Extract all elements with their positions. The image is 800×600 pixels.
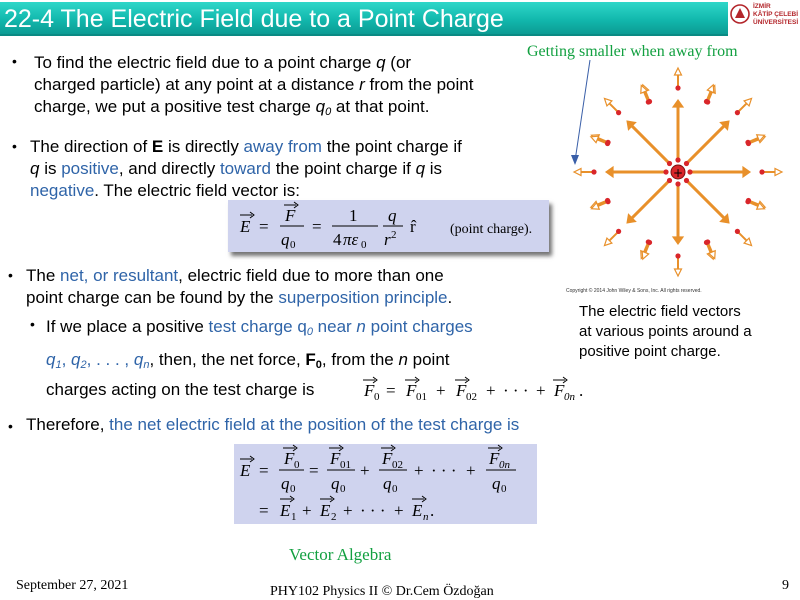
svg-text:F: F: [330, 449, 341, 468]
footer-date: September 27, 2021: [16, 578, 129, 593]
svg-text:0n: 0n: [564, 391, 575, 403]
bullet-dot: •: [12, 53, 17, 69]
svg-text:.: .: [579, 381, 584, 400]
svg-text:+: +: [486, 381, 496, 400]
svg-text:=: =: [259, 501, 269, 520]
bullet-2: The direction of E is directly away from the point charge if q is positive, and directly toward the point charge if q is negative. The electric field vector is:: [30, 137, 462, 200]
field-vector-outer-3: [604, 98, 621, 115]
field-vector-outer-0: [759, 169, 782, 176]
figure-copyright: Copyright © 2014 John Wiley & Sons, Inc. All rights reserved.: [566, 288, 702, 294]
svg-text:F: F: [489, 449, 500, 468]
svg-text:+: +: [394, 501, 404, 520]
svg-text:0: 0: [294, 459, 300, 471]
svg-text:r: r: [384, 230, 391, 249]
svg-text:0: 0: [392, 483, 398, 495]
svg-text:0: 0: [374, 391, 380, 403]
svg-text:· · ·: · · ·: [360, 501, 386, 520]
svg-text:πε: πε: [343, 230, 359, 249]
point-charge-equation: [228, 200, 549, 252]
svg-text:=: =: [259, 461, 269, 480]
field-vector-inner-7: [684, 178, 729, 223]
svg-text:F: F: [406, 381, 417, 400]
svg-text:0: 0: [290, 483, 296, 495]
svg-text:q: q: [383, 474, 392, 493]
svg-text:2: 2: [391, 229, 397, 241]
field-vector-outer-4: [574, 169, 597, 176]
bullet-3: The net, or resultant, electric field due to more than one point charge can be found by the superposition principle.: [26, 266, 453, 307]
bullet-dot: •: [12, 138, 17, 154]
field-vector-outer-1: [735, 98, 752, 115]
callout-pointer-head: [571, 155, 579, 165]
svg-text:q: q: [281, 474, 290, 493]
bullet-dot: •: [8, 418, 13, 434]
svg-text:E: E: [240, 461, 251, 480]
svg-text:· · ·: · · ·: [503, 381, 529, 400]
field-vector-outer-7: [735, 229, 752, 246]
bullet-dot: •: [30, 316, 35, 332]
electric-field-figure: [560, 55, 800, 295]
svg-text:q: q: [281, 230, 290, 249]
svg-text:+: +: [436, 381, 446, 400]
svg-text:2: 2: [331, 511, 337, 523]
svg-text:E: E: [412, 501, 423, 520]
svg-text:+: +: [302, 501, 312, 520]
svg-text:01: 01: [416, 391, 427, 403]
net-field-formula: [234, 444, 537, 524]
field-vector-inner-3: [627, 121, 672, 166]
svg-text:+: +: [536, 381, 546, 400]
svg-text:.: .: [430, 501, 435, 520]
net-field-equation: [234, 444, 537, 524]
svg-text:02: 02: [392, 459, 403, 471]
svg-text:q: q: [331, 474, 340, 493]
bullet-4: If we place a positive test charge $q_0$ near n point charges $q_1$, $q_2$, . . . , $q_n$, then, the net force, $F_0$, from the n point charges acting on the test charge is: [46, 317, 473, 399]
positive-charge-sign: +: [672, 166, 684, 180]
svg-text:E: E: [320, 501, 331, 520]
svg-text:01: 01: [340, 459, 351, 471]
svg-text:F: F: [382, 449, 393, 468]
svg-text:0n: 0n: [499, 459, 510, 471]
svg-text:=: =: [386, 381, 396, 400]
svg-text:· · ·: · · ·: [431, 461, 457, 480]
svg-text:F: F: [285, 206, 296, 225]
callout-pointer: [575, 60, 590, 161]
svg-text:1: 1: [349, 206, 358, 225]
title-bar: [0, 2, 728, 36]
svg-text:=: =: [259, 217, 269, 236]
svg-text:q: q: [492, 474, 501, 493]
field-vector-inner-6: [673, 181, 683, 244]
field-vector-inner-2: [673, 100, 683, 163]
svg-text:(point charge).: (point charge).: [450, 222, 533, 237]
svg-text:02: 02: [466, 391, 477, 403]
net-force-equation: [360, 372, 600, 408]
svg-text:E: E: [280, 501, 291, 520]
vector-algebra-label: Vector Algebra: [289, 545, 392, 564]
svg-text:0: 0: [361, 239, 367, 251]
point-charge-formula: [228, 200, 549, 252]
field-vector-mid-b-2: [704, 85, 714, 104]
callout-text: Getting smaller when away from: [527, 43, 738, 60]
footer-course: PHY102 Physics II © Dr.Cem Özdoğan: [270, 584, 494, 599]
svg-text:F: F: [456, 381, 467, 400]
svg-text:F: F: [554, 381, 565, 400]
field-vector-inner-5: [627, 178, 672, 223]
svg-text:0: 0: [501, 483, 507, 495]
field-vector-mid-b-4: [591, 136, 610, 146]
svg-text:r̂: r̂: [410, 217, 416, 236]
bullet-dot: •: [8, 267, 13, 283]
bullet-5: Therefore, the net electric field at the position of the test charge is: [26, 415, 520, 434]
slide-title: 22-4 The Electric Field due to a Point Charge: [4, 5, 504, 33]
svg-text:+: +: [360, 461, 370, 480]
svg-text:q: q: [388, 206, 397, 225]
svg-text:+: +: [466, 461, 476, 480]
logo-text: İZMİR KÂTİP ÇELEBİ ÜNİVERSİTESİ: [753, 3, 799, 26]
svg-text:F: F: [364, 381, 375, 400]
svg-text:n: n: [423, 511, 429, 523]
svg-text:0: 0: [290, 239, 296, 251]
field-vector-outer-6: [675, 253, 682, 276]
field-vector-mid-b-6: [642, 240, 652, 259]
field-vector-outer-5: [604, 229, 621, 246]
field-vector-outer-2: [675, 68, 682, 91]
field-vector-inner-4: [606, 167, 669, 177]
svg-text:E: E: [240, 217, 251, 236]
bullet-1: To find the electric field due to a point charge q (or charged particle) at any point at a distance r from the point charge, we put a positive test charge $q_0$ at that point.: [34, 53, 474, 118]
svg-text:=: =: [309, 461, 319, 480]
footer-page: 9: [782, 578, 789, 593]
figure-caption: The electric field vectors at various points around a positive point charge.: [579, 303, 752, 360]
svg-text:+: +: [343, 501, 353, 520]
svg-text:1: 1: [291, 511, 297, 523]
field-vector-inner-1: [684, 121, 729, 166]
field-vector-inner-0: [687, 167, 750, 177]
svg-text:=: =: [312, 217, 322, 236]
svg-text:F: F: [284, 449, 295, 468]
svg-text:4: 4: [333, 230, 342, 249]
svg-text:+: +: [414, 461, 424, 480]
svg-text:0: 0: [340, 483, 346, 495]
